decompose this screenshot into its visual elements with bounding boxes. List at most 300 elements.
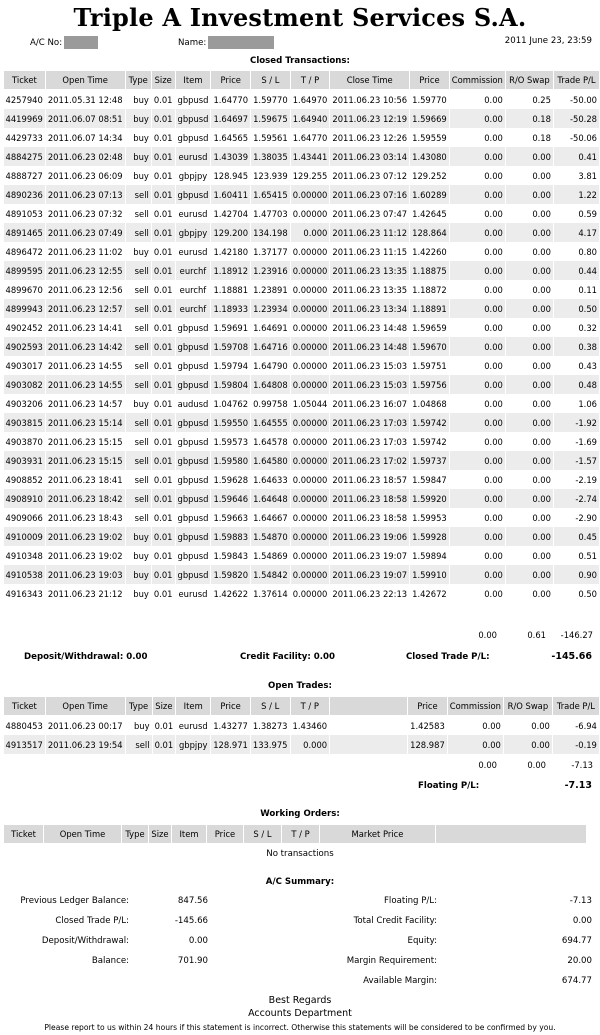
table-cell: 0.00000 bbox=[290, 565, 330, 584]
table-cell: 0.00 bbox=[449, 90, 505, 110]
closed-total-swap: 0.61 bbox=[527, 630, 546, 640]
table-cell: 0.000 bbox=[290, 223, 330, 242]
table-cell: gbpusd bbox=[175, 432, 211, 451]
table-cell: 2011.06.23 17:02 bbox=[330, 451, 410, 470]
table-cell: 1.59708 bbox=[211, 337, 251, 356]
table-cell: eurusd bbox=[176, 716, 211, 736]
table-row bbox=[4, 166, 600, 185]
table-cell: 1.59883 bbox=[211, 527, 251, 546]
table-cell: 0.01 bbox=[151, 242, 175, 261]
table-cell: 1.64555 bbox=[251, 413, 291, 432]
table-cell: 1.64580 bbox=[251, 451, 291, 470]
column-header: Trade P/L bbox=[552, 697, 599, 716]
table-cell: 1.64970 bbox=[290, 90, 330, 110]
table-cell: 0.00000 bbox=[290, 242, 330, 261]
table-cell: gbpjpy bbox=[175, 166, 211, 185]
table-cell: sell bbox=[125, 735, 152, 754]
table-cell: 129.255 bbox=[290, 166, 330, 185]
table-cell: 2011.06.23 00:17 bbox=[45, 716, 125, 736]
table-cell: 4880453 bbox=[4, 716, 46, 736]
account-name bbox=[178, 36, 274, 49]
table-cell: 0.51 bbox=[553, 546, 599, 565]
table-row bbox=[4, 242, 600, 261]
table-cell: 0.00 bbox=[505, 280, 553, 299]
table-row bbox=[4, 394, 600, 413]
table-cell: 2011.06.23 14:55 bbox=[45, 356, 125, 375]
table-cell: gbpusd bbox=[175, 375, 211, 394]
table-cell: eurusd bbox=[175, 147, 211, 166]
table-cell: buy bbox=[125, 147, 151, 166]
table-cell: gbpusd bbox=[175, 413, 211, 432]
table-cell: 1.06 bbox=[553, 394, 599, 413]
table-cell: -1.92 bbox=[553, 413, 599, 432]
table-cell: 1.54870 bbox=[251, 527, 291, 546]
table-cell: 2011.06.23 15:15 bbox=[45, 432, 125, 451]
table-cell: eurusd bbox=[175, 242, 211, 261]
table-cell: 1.60289 bbox=[410, 185, 450, 204]
table-cell: 2011.06.23 13:35 bbox=[330, 280, 410, 299]
column-header: Price bbox=[408, 697, 448, 716]
table-cell: 2011.06.23 12:56 bbox=[45, 280, 125, 299]
table-cell: 1.43441 bbox=[290, 147, 330, 166]
table-row bbox=[4, 375, 600, 394]
table-cell: 2011.06.23 19:07 bbox=[330, 565, 410, 584]
table-cell: 2011.06.23 17:03 bbox=[330, 432, 410, 451]
table-cell: gbpusd bbox=[175, 128, 211, 147]
table-cell: 0.00 bbox=[449, 166, 505, 185]
table-cell: 0.00000 bbox=[290, 356, 330, 375]
table-cell: buy bbox=[125, 716, 152, 736]
table-cell: 2011.06.23 13:34 bbox=[330, 299, 410, 318]
table-cell: 0.80 bbox=[553, 242, 599, 261]
column-header: Open Time bbox=[45, 71, 125, 90]
table-cell: 0.45 bbox=[553, 527, 599, 546]
table-cell: 2011.06.23 11:15 bbox=[330, 242, 410, 261]
table-cell: 2011.06.23 10:56 bbox=[330, 90, 410, 110]
table-cell: 0.00 bbox=[447, 735, 503, 754]
table-cell: 0.50 bbox=[553, 584, 599, 603]
column-header: S / L bbox=[244, 825, 282, 844]
summary-value: -145.66 bbox=[174, 916, 208, 926]
table-cell: sell bbox=[125, 223, 151, 242]
table-cell: 0.00 bbox=[449, 299, 505, 318]
table-cell: gbpusd bbox=[175, 565, 211, 584]
table-cell: 1.23891 bbox=[251, 280, 291, 299]
table-cell: 4429733 bbox=[4, 128, 46, 147]
table-cell: 2011.06.23 12:57 bbox=[45, 299, 125, 318]
table-cell: 1.59691 bbox=[211, 318, 251, 337]
table-cell: sell bbox=[125, 261, 151, 280]
table-cell: audusd bbox=[175, 394, 211, 413]
table-cell: 0.00000 bbox=[290, 185, 330, 204]
table-cell: 1.42704 bbox=[211, 204, 251, 223]
table-cell: 0.00 bbox=[505, 565, 553, 584]
table-row bbox=[4, 261, 600, 280]
table-cell: 4888727 bbox=[4, 166, 46, 185]
table-cell: 0.01 bbox=[151, 394, 175, 413]
open-trades-title: Open Trades: bbox=[268, 681, 332, 691]
table-cell: 0.01 bbox=[151, 128, 175, 147]
table-cell: 2011.06.23 07:16 bbox=[330, 185, 410, 204]
table-cell: 0.00 bbox=[449, 527, 505, 546]
table-cell: 2011.06.23 15:14 bbox=[45, 413, 125, 432]
summary-value: 0.00 bbox=[188, 936, 208, 946]
table-cell: buy bbox=[125, 546, 151, 565]
table-cell: 1.59580 bbox=[211, 451, 251, 470]
table-cell: sell bbox=[125, 299, 151, 318]
table-cell: gbpusd bbox=[175, 337, 211, 356]
working-orders-title: Working Orders: bbox=[260, 809, 340, 819]
table-cell: sell bbox=[125, 337, 151, 356]
table-cell: 2011.06.23 12:19 bbox=[330, 109, 410, 128]
table-cell: 0.01 bbox=[152, 735, 176, 754]
table-cell: 2011.06.23 14:42 bbox=[45, 337, 125, 356]
table-cell: 0.18 bbox=[505, 128, 553, 147]
table-row bbox=[4, 735, 600, 754]
table-cell: 0.01 bbox=[151, 185, 175, 204]
summary-label: Balance: bbox=[91, 956, 129, 966]
table-cell: 1.64648 bbox=[251, 489, 291, 508]
table-cell: buy bbox=[125, 242, 151, 261]
column-header: Open Time bbox=[45, 697, 125, 716]
table-cell: -6.94 bbox=[552, 716, 599, 736]
table-cell: 0.01 bbox=[151, 375, 175, 394]
table-cell: 4884275 bbox=[4, 147, 46, 166]
table-cell: 4909066 bbox=[4, 508, 46, 527]
table-cell: 1.64940 bbox=[290, 109, 330, 128]
table-cell: 0.00 bbox=[449, 508, 505, 527]
table-cell: 2011.06.23 14:48 bbox=[330, 318, 410, 337]
table-cell: 0.00000 bbox=[290, 451, 330, 470]
table-cell: 0.01 bbox=[151, 413, 175, 432]
table-cell: 0.00 bbox=[505, 413, 553, 432]
table-row bbox=[4, 546, 600, 565]
table-cell: 1.59550 bbox=[211, 413, 251, 432]
table-cell: 1.04868 bbox=[410, 394, 450, 413]
table-row bbox=[4, 470, 600, 489]
table-cell: buy bbox=[125, 527, 151, 546]
table-cell: 0.00 bbox=[505, 318, 553, 337]
table-cell: 1.59920 bbox=[410, 489, 450, 508]
floating-pl-value: -7.13 bbox=[564, 780, 592, 791]
table-cell: sell bbox=[125, 280, 151, 299]
column-header: T / P bbox=[282, 825, 320, 844]
table-cell: 1.64770 bbox=[290, 128, 330, 147]
table-cell: gbpusd bbox=[175, 109, 211, 128]
table-cell: 0.00 bbox=[505, 166, 553, 185]
table-cell: 2011.06.23 07:49 bbox=[45, 223, 125, 242]
table-cell: 0.00000 bbox=[290, 413, 330, 432]
table-cell: 0.01 bbox=[151, 470, 175, 489]
table-cell: 2011.06.23 19:03 bbox=[45, 565, 125, 584]
table-cell: 0.00 bbox=[449, 356, 505, 375]
table-cell: 1.59843 bbox=[211, 546, 251, 565]
table-cell: 0.00 bbox=[449, 451, 505, 470]
table-cell: eurusd bbox=[175, 204, 211, 223]
table-cell: 1.59659 bbox=[410, 318, 450, 337]
table-cell: 0.00000 bbox=[290, 280, 330, 299]
table-cell: 1.59894 bbox=[410, 546, 450, 565]
column-header: Type bbox=[125, 697, 152, 716]
table-cell: 2011.06.23 18:58 bbox=[330, 489, 410, 508]
table-cell: 1.64770 bbox=[211, 90, 251, 110]
table-cell: 0.00000 bbox=[290, 489, 330, 508]
open-total-swap: 0.00 bbox=[527, 760, 546, 770]
table-row bbox=[4, 109, 600, 128]
summary-value: 20.00 bbox=[567, 956, 592, 966]
table-cell: 0.01 bbox=[151, 280, 175, 299]
redacted-name bbox=[208, 36, 274, 49]
table-cell: 2011.06.23 07:12 bbox=[330, 166, 410, 185]
table-row bbox=[4, 318, 600, 337]
table-cell: 0.01 bbox=[151, 299, 175, 318]
table-cell: 0.00 bbox=[449, 432, 505, 451]
column-header: S / L bbox=[250, 697, 290, 716]
table-cell: 0.00 bbox=[505, 470, 553, 489]
table-cell: 1.64578 bbox=[251, 432, 291, 451]
table-cell: 2011.06.23 19:07 bbox=[330, 546, 410, 565]
table-cell: 4903870 bbox=[4, 432, 46, 451]
table-cell: 1.59847 bbox=[410, 470, 450, 489]
table-cell: 0.00 bbox=[505, 223, 553, 242]
table-cell: 2011.06.07 14:34 bbox=[45, 128, 125, 147]
credit-facility: Credit Facility: 0.00 bbox=[240, 652, 336, 662]
table-cell: 1.64790 bbox=[251, 356, 291, 375]
table-cell: 0.01 bbox=[151, 204, 175, 223]
table-cell: 0.00000 bbox=[290, 584, 330, 603]
table-cell: 4419969 bbox=[4, 109, 46, 128]
table-cell: 1.22 bbox=[553, 185, 599, 204]
table-cell: 1.47703 bbox=[251, 204, 291, 223]
column-header: Type bbox=[125, 71, 151, 90]
table-cell: 0.00 bbox=[505, 451, 553, 470]
table-cell bbox=[330, 716, 408, 736]
summary-title: A/C Summary: bbox=[265, 877, 335, 887]
working-orders-table bbox=[3, 824, 587, 844]
table-cell: 0.00 bbox=[449, 375, 505, 394]
table-cell: 123.939 bbox=[251, 166, 291, 185]
table-cell: 0.32 bbox=[553, 318, 599, 337]
table-cell: 2011.06.23 21:12 bbox=[45, 584, 125, 603]
table-cell: eurusd bbox=[175, 584, 211, 603]
open-trades-table bbox=[3, 696, 600, 754]
table-cell: 0.01 bbox=[151, 451, 175, 470]
table-cell: 129.252 bbox=[410, 166, 450, 185]
table-cell: -2.90 bbox=[553, 508, 599, 527]
table-cell: 1.64691 bbox=[251, 318, 291, 337]
table-cell: 4910009 bbox=[4, 527, 46, 546]
table-cell: 2011.06.23 14:48 bbox=[330, 337, 410, 356]
footer-notice: Please report to us within 24 hours if this statement is incorrect. Otherwise this statements will be considered to be confirmed by you. bbox=[44, 1023, 556, 1032]
table-cell: 4903017 bbox=[4, 356, 46, 375]
floating-pl-label: Floating P/L: bbox=[418, 781, 480, 791]
table-cell: -1.57 bbox=[553, 451, 599, 470]
table-cell: gbpusd bbox=[175, 451, 211, 470]
table-row bbox=[4, 584, 600, 603]
table-cell: 1.59561 bbox=[251, 128, 291, 147]
table-cell: 1.64633 bbox=[251, 470, 291, 489]
column-header: Price bbox=[211, 71, 251, 90]
table-cell: 0.000 bbox=[290, 735, 330, 754]
table-cell: sell bbox=[125, 356, 151, 375]
table-cell: sell bbox=[125, 489, 151, 508]
table-cell: 1.59669 bbox=[410, 109, 450, 128]
table-cell: sell bbox=[125, 185, 151, 204]
table-cell: 0.00 bbox=[449, 318, 505, 337]
name-label: Name: bbox=[178, 38, 207, 48]
table-cell: 1.18881 bbox=[211, 280, 251, 299]
table-cell: 0.99758 bbox=[251, 394, 291, 413]
table-cell: 1.42645 bbox=[410, 204, 450, 223]
column-header: Price bbox=[410, 71, 450, 90]
table-cell: 0.00 bbox=[505, 242, 553, 261]
table-cell: 4899595 bbox=[4, 261, 46, 280]
table-cell: 1.59794 bbox=[211, 356, 251, 375]
table-cell: 0.01 bbox=[151, 337, 175, 356]
column-header: Size bbox=[152, 697, 176, 716]
closed-transactions-title: Closed Transactions: bbox=[250, 56, 350, 66]
table-cell: 2011.06.23 14:57 bbox=[45, 394, 125, 413]
table-cell: 2011.06.23 19:06 bbox=[330, 527, 410, 546]
table-cell: 1.59910 bbox=[410, 565, 450, 584]
table-cell: 0.00000 bbox=[290, 432, 330, 451]
table-cell: -50.00 bbox=[553, 90, 599, 110]
table-cell: 0.00 bbox=[505, 337, 553, 356]
table-cell: 129.200 bbox=[211, 223, 251, 242]
table-cell: 0.00 bbox=[505, 527, 553, 546]
table-cell: 0.43 bbox=[553, 356, 599, 375]
column-header: Ticket bbox=[4, 697, 46, 716]
table-cell: gbpusd bbox=[175, 489, 211, 508]
table-cell: 2011.06.23 06:09 bbox=[45, 166, 125, 185]
summary-label: Margin Requirement: bbox=[346, 956, 437, 966]
table-cell: 0.00 bbox=[505, 546, 553, 565]
table-cell: 0.00 bbox=[505, 299, 553, 318]
table-row bbox=[4, 489, 600, 508]
table-cell: 1.23934 bbox=[251, 299, 291, 318]
table-cell: 0.11 bbox=[553, 280, 599, 299]
table-cell: 1.38035 bbox=[251, 147, 291, 166]
table-cell: gbpusd bbox=[175, 470, 211, 489]
summary-label: Total Credit Facility: bbox=[353, 916, 437, 926]
table-row bbox=[4, 508, 600, 527]
column-header: R/O Swap bbox=[505, 71, 553, 90]
table-cell: 0.00 bbox=[449, 337, 505, 356]
table-cell: 0.00 bbox=[449, 584, 505, 603]
table-row bbox=[4, 299, 600, 318]
column-header: Size bbox=[151, 71, 175, 90]
table-cell: 0.01 bbox=[151, 109, 175, 128]
table-cell: 0.00000 bbox=[290, 546, 330, 565]
table-cell: 4910348 bbox=[4, 546, 46, 565]
table-cell: gbpusd bbox=[175, 546, 211, 565]
table-row bbox=[4, 223, 600, 242]
table-cell: 133.975 bbox=[250, 735, 290, 754]
table-cell: 2011.06.23 07:32 bbox=[45, 204, 125, 223]
table-cell: buy bbox=[125, 394, 151, 413]
table-cell: 1.18875 bbox=[410, 261, 450, 280]
table-cell: 1.54842 bbox=[251, 565, 291, 584]
table-cell: sell bbox=[125, 508, 151, 527]
table-cell: 1.54869 bbox=[251, 546, 291, 565]
table-cell: sell bbox=[125, 204, 151, 223]
table-cell: 2011.06.23 14:41 bbox=[45, 318, 125, 337]
table-cell: 1.64808 bbox=[251, 375, 291, 394]
table-cell: 1.64565 bbox=[211, 128, 251, 147]
table-cell: 2011.06.23 18:58 bbox=[330, 508, 410, 527]
table-cell: 0.01 bbox=[151, 147, 175, 166]
summary-label: Previous Ledger Balance: bbox=[20, 896, 129, 906]
table-cell: 0.00 bbox=[449, 185, 505, 204]
table-cell: 0.00000 bbox=[290, 470, 330, 489]
table-cell: 1.59675 bbox=[251, 109, 291, 128]
column-header: Size bbox=[149, 825, 172, 844]
table-cell: 4257940 bbox=[4, 90, 46, 110]
table-cell: 0.00 bbox=[449, 280, 505, 299]
table-cell: 0.00 bbox=[449, 546, 505, 565]
account-label: A/C No: bbox=[30, 38, 63, 48]
closed-total-pl: -146.27 bbox=[560, 630, 593, 640]
summary-value: 847.56 bbox=[177, 896, 208, 906]
table-cell: gbpusd bbox=[175, 185, 211, 204]
table-row bbox=[4, 90, 600, 110]
table-cell: 0.01 bbox=[151, 432, 175, 451]
table-cell: 0.00 bbox=[505, 489, 553, 508]
summary-value: 701.90 bbox=[177, 956, 208, 966]
table-cell: 0.00 bbox=[449, 147, 505, 166]
table-cell: 0.01 bbox=[151, 565, 175, 584]
table-cell: 1.60411 bbox=[211, 185, 251, 204]
table-row bbox=[4, 128, 600, 147]
table-cell: 0.00 bbox=[505, 584, 553, 603]
accounts-department: Accounts Department bbox=[248, 1008, 352, 1019]
column-header: S / L bbox=[251, 71, 291, 90]
table-cell: 1.59770 bbox=[251, 90, 291, 110]
summary-value: 694.77 bbox=[561, 936, 592, 946]
table-cell: 4891053 bbox=[4, 204, 46, 223]
table-cell: 4916343 bbox=[4, 584, 46, 603]
table-cell: 0.00000 bbox=[290, 204, 330, 223]
summary-value: 674.77 bbox=[561, 976, 592, 986]
table-cell: 1.64716 bbox=[251, 337, 291, 356]
table-cell: 0.00 bbox=[505, 185, 553, 204]
table-cell: buy bbox=[125, 109, 151, 128]
table-cell: 1.43277 bbox=[211, 716, 251, 736]
table-cell: sell bbox=[125, 413, 151, 432]
open-total-pl: -7.13 bbox=[571, 760, 593, 770]
column-header: Open Time bbox=[44, 825, 122, 844]
table-cell: 0.00 bbox=[447, 716, 503, 736]
table-cell: 2011.06.23 19:02 bbox=[45, 546, 125, 565]
table-cell: 0.00 bbox=[505, 356, 553, 375]
table-cell: 1.64697 bbox=[211, 109, 251, 128]
table-cell: 2011.06.23 15:03 bbox=[330, 375, 410, 394]
column-header: Ticket bbox=[4, 71, 46, 90]
table-cell: 0.59 bbox=[553, 204, 599, 223]
table-row bbox=[4, 185, 600, 204]
table-cell: 1.43460 bbox=[290, 716, 330, 736]
table-cell: 2011.06.23 16:07 bbox=[330, 394, 410, 413]
column-header: T / P bbox=[290, 697, 330, 716]
table-row bbox=[4, 337, 600, 356]
table-cell: 1.59820 bbox=[211, 565, 251, 584]
table-cell: gbpusd bbox=[175, 508, 211, 527]
table-cell: 2011.06.23 13:35 bbox=[330, 261, 410, 280]
table-cell: 0.00 bbox=[449, 109, 505, 128]
table-cell: 1.59663 bbox=[211, 508, 251, 527]
table-cell: 0.00 bbox=[449, 470, 505, 489]
table-cell: 3.81 bbox=[553, 166, 599, 185]
